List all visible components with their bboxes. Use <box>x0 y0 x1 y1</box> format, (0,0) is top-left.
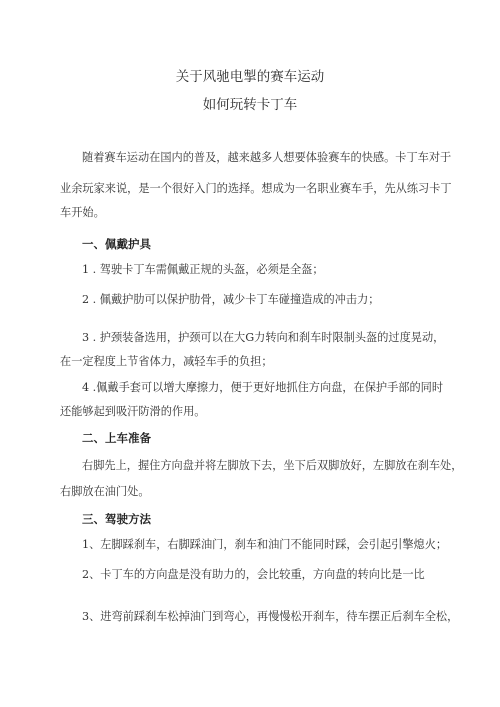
section-heading-driving: 三、驾驶方法 <box>82 512 151 526</box>
section-heading-protective-gear: 一、佩戴护具 <box>82 237 151 251</box>
gear-item-4: 4 .佩戴手套可以增大摩擦力，便于更好地抓住方向盘，在保护手部的同时 <box>82 381 444 394</box>
driving-item-2: 2、卡丁车的方向盘是没有助力的，会比较重，方向盘的转向比是一比 <box>82 568 425 581</box>
boarding-line-1: 右脚先上，握住方向盘并将左脚放下去，坐下后双脚放好，左脚放在刹车处， <box>82 459 463 472</box>
document-title: 关于风驰电掣的赛车运动 <box>175 69 325 85</box>
gear-item-2: 2 . 佩戴护肋可以保护肋骨，减少卡丁车碰撞造成的冲击力； <box>82 293 380 306</box>
document-subtitle: 如何玩转卡丁车 <box>202 97 298 113</box>
gear-item-1: 1 . 驾驶卡丁车需佩戴正规的头盔，必须是全盔； <box>82 263 324 276</box>
boarding-line-2: 右脚放在油门处。 <box>60 485 150 498</box>
gear-item-3-continued: 在一定程度上节省体力，减轻车手的负担； <box>60 355 273 368</box>
gear-item-4-continued: 还能够起到吸汗防滑的作用。 <box>60 405 206 418</box>
driving-item-1: 1、左脚踩刹车，右脚踩油门，刹车和油门不能同时踩，会引起引擎熄火； <box>82 538 448 551</box>
intro-line-1: 随着赛车运动在国内的普及，越来越多人想要体验赛车的快感。卡丁车对于 <box>82 151 452 164</box>
intro-line-3: 车开始。 <box>60 206 105 219</box>
gear-item-3: 3 . 护颈装备选用，护颈可以在大G力转向和刹车时限制头盔的过度晃动， <box>82 331 445 344</box>
driving-item-3: 3、进弯前踩刹车松掉油门到弯心，再慢慢松开刹车，待车摆正后刹车全松， <box>82 610 459 623</box>
section-heading-boarding: 二、上车准备 <box>82 431 151 445</box>
intro-line-2: 业余玩家来说，是一个很好入门的选择。想成为一名职业赛车手，先从练习卡丁 <box>60 182 452 195</box>
